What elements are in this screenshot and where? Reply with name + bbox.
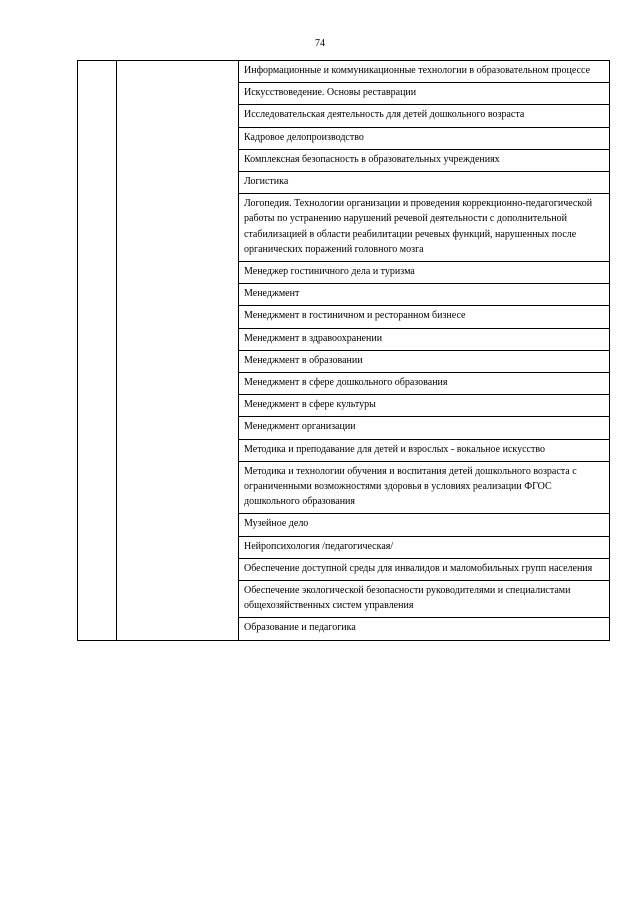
program-name: Обеспечение доступной среды для инвалидов и маломобильных групп населения — [244, 562, 593, 574]
table-cell-program — [239, 558, 610, 580]
table-cell-program — [239, 172, 610, 194]
program-name: Музейное дело — [244, 518, 309, 530]
page-number: 74 — [315, 38, 325, 49]
table-cell-program — [239, 127, 610, 149]
table-cell-program — [239, 618, 610, 640]
table-cell-program — [239, 395, 610, 417]
program-name: Информационные и коммуникационные технологии в образовательном процессе — [244, 65, 591, 76]
program-name: Менеджмент в образовании — [244, 354, 363, 366]
table-cell-program — [239, 61, 610, 83]
program-name: Менеджмент организации — [244, 421, 356, 433]
programs-table — [77, 60, 610, 641]
table-cell-program — [239, 461, 610, 514]
program-name: Менеджмент в сфере дошкольного образования — [244, 377, 448, 389]
program-name: Нейропсихология /педагогическая/ — [244, 540, 394, 552]
program-name: Образование и педагогика — [244, 622, 356, 634]
table-cell-program — [239, 536, 610, 558]
program-name: Искусствоведение. Основы реставрации — [244, 87, 417, 99]
table-cell-program — [239, 373, 610, 395]
program-name: Менеджер гостиничного дела и туризма — [244, 266, 415, 278]
program-name: Менеджмент в здравоохранении — [244, 332, 383, 344]
table-cell-program — [239, 328, 610, 350]
table-cell-program — [239, 194, 610, 262]
program-name: Логистика — [244, 176, 289, 188]
program-name: Менеджмент — [244, 288, 300, 300]
table-cell-program — [239, 439, 610, 461]
table-cell-program — [239, 105, 610, 127]
table-cell-program — [239, 149, 610, 171]
table-col-2-cell — [117, 61, 239, 641]
program-name: Методика и преподавание для детей и взрослых - вокальное искусство — [244, 443, 546, 455]
program-name: Логопедия. Технологии организации и проведения коррекционно-педагогической работы по устранению нарушений речевой деятельности с дополнительной стабилизацией в области реабилитации речевых функций, нарушенных после органических поражений головного мозга — [244, 198, 593, 255]
programs-table-body — [78, 61, 610, 641]
table-cell-program — [239, 306, 610, 328]
table-cell-program — [239, 581, 610, 618]
program-name: Менеджмент в гостиничном и ресторанном бизнесе — [244, 310, 466, 322]
program-name: Кадровое делопроизводство — [244, 131, 364, 143]
program-name: Комплексная безопасность в образовательных учреждениях — [244, 153, 500, 165]
program-name: Менеджмент в сфере культуры — [244, 399, 376, 411]
table-cell-program — [239, 284, 610, 306]
table-cell-program — [239, 514, 610, 536]
table-col-1-cell — [78, 61, 117, 641]
table-row — [78, 61, 610, 83]
program-name: Обеспечение экологической безопасности руководителями и специалистами общехозяйственных систем управления — [244, 585, 571, 612]
program-name: Методика и технологии обучения и воспитания детей дошкольного возраста с ограниченными возможностями здоровья в условиях реализации ФГОС дошкольного образования — [244, 465, 577, 508]
table-cell-program — [239, 83, 610, 105]
table-cell-program — [239, 417, 610, 439]
table-cell-program — [239, 350, 610, 372]
table-cell-program — [239, 262, 610, 284]
program-name: Исследовательская деятельность для детей дошкольного возраста — [244, 109, 525, 121]
